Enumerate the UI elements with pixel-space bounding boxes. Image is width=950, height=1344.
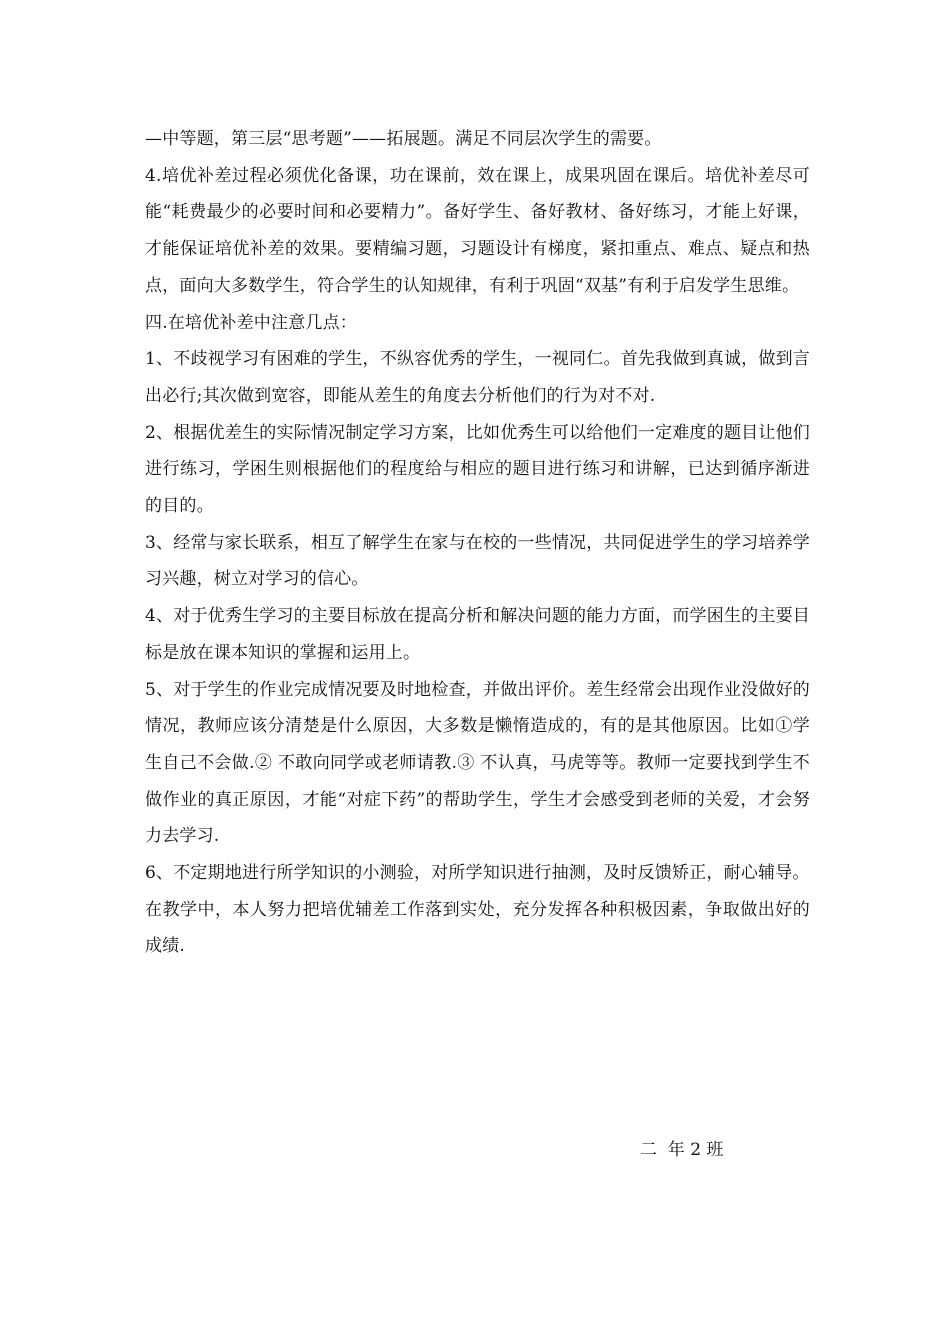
paragraph-item-4: 4、对于优秀生学习的主要目标放在提高分析和解决问题的能力方面，而学困生的主要目标是放在课本知识的掌握和运用上。 <box>145 606 810 663</box>
section-heading-four: 四.在培优补差中注意几点： <box>145 312 358 333</box>
paragraph-conclusion: 在教学中，本人努力把培优辅差工作落到实处，充分发挥各种积极因素，争取做出好的成绩. <box>145 899 810 957</box>
paragraph-item-1: 1、不歧视学习有困难的学生，不纵容优秀的学生，一视同仁。首先我做到真诚，做到言出必行;其次做到宽容，即能从差生的角度去分析他们的行为对不对. <box>145 349 810 406</box>
paragraph-point-4-lesson-prep: 4.培优补差过程必须优化备课，功在课前，效在课上，成果巩固在课后。培优补差尽可能“耗费最少的必要时间和必要精力”。备好学生、备好教材、备好练习，才能上好课，才能保证培优补差的效果。要精编习题，习题设计有梯度，紧扣重点、难点、疑点和热点，面向大多数学生，符合学生的认知规律，有利于巩固“双基”有利于启发学生思维。 <box>145 165 810 296</box>
paragraph-item-3: 3、经常与家长联系，相互了解学生在家与在校的一些情况，共同促进学生的学习培养学习兴趣，树立对学习的信心。 <box>145 532 810 590</box>
paragraph-continuation: —中等题，第三层“思考题”——拓展题。满足不同层次学生的需要。 <box>145 129 662 149</box>
paragraph-item-6: 6、不定期地进行所学知识的小测验，对所学知识进行抽测，及时反馈矫正，耐心辅导。 <box>145 863 810 884</box>
class-signature: 二 年 2 班 <box>640 1140 724 1160</box>
paragraph-item-2: 2、根据优差生的实际情况制定学习方案，比如优秀生可以给他们一定难度的题目让他们进行练习，学困生则根据他们的程度给与相应的题目进行练习和讲解，已达到循序渐进的目的。 <box>145 422 810 517</box>
paragraph-item-5: 5、对于学生的作业完成情况要及时地检查，并做出评价。差生经常会出现作业没做好的情况，教师应该分清楚是什么原因，大多数是懒惰造成的，有的是其他原因。比如①学生自己不会做.② 不敢向同学或老师请教.③ 不认真，马虎等等。教师一定要找到学生不做作业的真正原因，才能“对症下药”的帮助学生，学生才会感受到老师的关爱，才会努力去学习. <box>145 679 810 847</box>
document-body <box>145 121 810 965</box>
